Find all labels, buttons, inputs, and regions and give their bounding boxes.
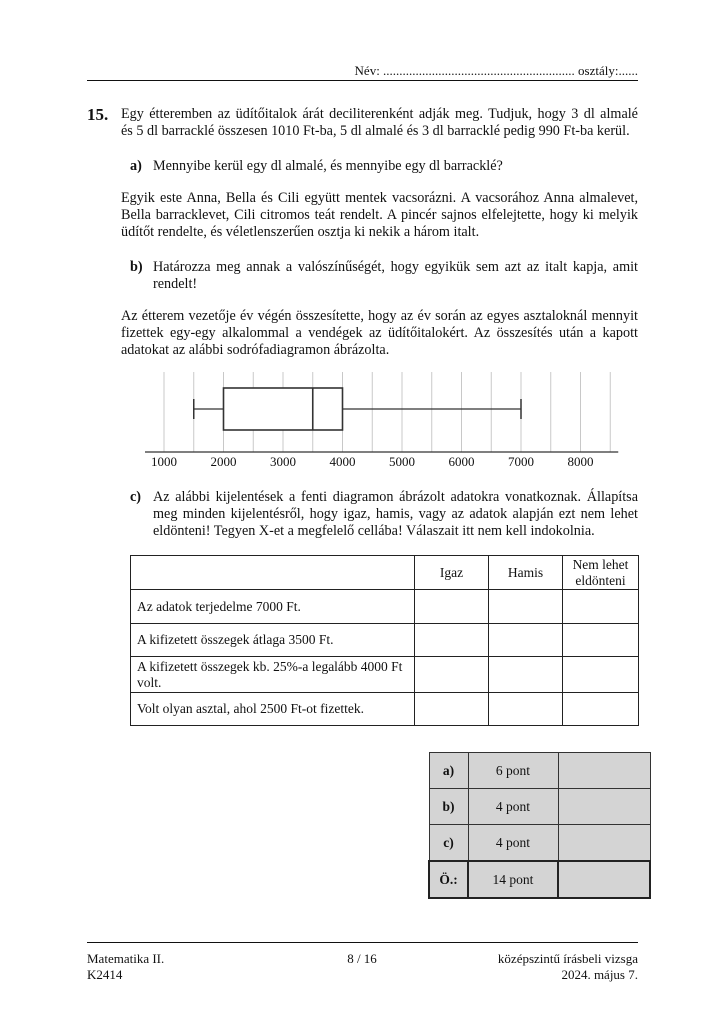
name-class-line: Név: ........................................................... osztály:...... <box>354 63 638 78</box>
subquestion-b-label: b) <box>130 259 143 275</box>
table-row <box>131 657 639 693</box>
score-part: b) <box>429 789 468 825</box>
subquestion-b-line: rendelt! <box>153 276 198 292</box>
score-entry-cell[interactable] <box>558 789 650 825</box>
answer-cell-true[interactable] <box>415 590 489 624</box>
answer-cell-true[interactable] <box>415 657 489 693</box>
score-total-points: 14 pont <box>468 861 558 898</box>
statement-text: A kifizetett összegek átlaga 3500 Ft. <box>131 624 415 657</box>
x-tick-label: 8000 <box>567 454 594 469</box>
score-total-row <box>429 861 650 898</box>
subquestion-c-label: c) <box>130 489 142 505</box>
footer-rule <box>87 942 638 943</box>
footer-left <box>87 951 164 983</box>
subquestion-c-text <box>153 489 638 540</box>
answer-cell-undecidable[interactable] <box>563 693 639 726</box>
x-tick-label: 2000 <box>210 454 237 469</box>
score-points: 4 pont <box>468 825 558 862</box>
summary-line: fizettek egy-egy alkalommal a vendégek az üdítőitalokért. Az összesítés után a kapott <box>121 325 638 341</box>
footer-exam-date: 2024. május 7. <box>561 967 638 982</box>
answer-cell-undecidable[interactable] <box>563 590 639 624</box>
statement-text: A kifizetett összegek kb. 25%-a legalább 4000 Ft volt. <box>131 657 415 693</box>
table-row <box>131 590 639 624</box>
x-tick-label: 5000 <box>389 454 415 469</box>
subquestion-c-line: meg minden kijelentésről, hogy igaz, hamis, vagy az adatok alapján ezt nem lehet <box>153 506 638 522</box>
table-row <box>131 693 639 726</box>
summary-line: Az étterem vezetője év végén összesítette, hogy az év során az egyes asztaloknál mennyit <box>121 308 638 324</box>
header-undecidable: Nem lehet eldönteni <box>563 556 639 590</box>
answer-cell-false[interactable] <box>489 657 563 693</box>
statements-table <box>130 555 639 726</box>
x-tick-label: 6000 <box>448 454 475 469</box>
score-part: c) <box>429 825 468 862</box>
score-part: a) <box>429 753 468 789</box>
page-number: 8 / 16 <box>347 951 377 966</box>
score-entry-cell[interactable] <box>558 825 650 862</box>
table-header-row <box>131 556 639 590</box>
answer-cell-false[interactable] <box>489 624 563 657</box>
score-points: 6 pont <box>468 753 558 789</box>
footer-exam-type: középszintű írásbeli vizsga <box>497 951 638 966</box>
header-true: Igaz <box>415 556 489 590</box>
header-false: Hamis <box>489 556 563 590</box>
summary-line: adatokat az alábbi sodrófadiagramon ábrázolta. <box>121 342 390 358</box>
answer-cell-undecidable[interactable] <box>563 624 639 657</box>
score-row <box>429 789 650 825</box>
footer-code: K2414 <box>87 967 123 982</box>
subquestion-a-text: Mennyibe kerül egy dl almalé, és mennyibe egy dl barracklé? <box>153 158 503 174</box>
story-line: Bella barracklevet, Cili citromos teát rendelt. A pincér sajnos elfelejtette, hogy ki melyik <box>121 207 638 223</box>
x-tick-label: 1000 <box>151 454 177 469</box>
footer-subject: Matematika II. <box>87 951 165 966</box>
answer-cell-false[interactable] <box>489 590 563 624</box>
table-header-blank <box>131 556 415 590</box>
score-table <box>428 752 651 899</box>
x-tick-label: 4000 <box>329 454 356 469</box>
answer-cell-false[interactable] <box>489 693 563 726</box>
story-line: Egyik este Anna, Bella és Cili együtt mentek vacsorázni. A vacsorához Anna almalevet, <box>121 190 638 206</box>
answer-cell-true[interactable] <box>415 693 489 726</box>
footer-right <box>398 951 638 983</box>
x-tick-label: 3000 <box>270 454 296 469</box>
intro-line: és 5 dl barracklé összesen 1010 Ft-ba, 5 dl almalé és 3 dl barracklé pedig 990 Ft-ba kerül. <box>121 123 630 139</box>
answer-cell-true[interactable] <box>415 624 489 657</box>
score-points: 4 pont <box>468 789 558 825</box>
score-total-label: Ö.: <box>429 861 468 898</box>
table-row <box>131 624 639 657</box>
score-total-entry-cell[interactable] <box>558 861 650 898</box>
subquestion-c <box>121 489 638 540</box>
statement-text: Volt olyan asztal, ahol 2500 Ft-ot fizettek. <box>131 693 415 726</box>
subquestion-c-line: eldönteni! Tegyen X-et a megfelelő cellába! Válaszait itt nem kell indokolnia. <box>153 523 595 539</box>
score-row <box>429 825 650 862</box>
subquestion-c-line: Az alábbi kijelentések a fenti diagramon ábrázolt adatokra vonatkoznak. Állapítsa <box>153 489 638 505</box>
x-tick-label: 7000 <box>508 454 534 469</box>
answer-cell-undecidable[interactable] <box>563 657 639 693</box>
score-row <box>429 753 650 789</box>
box-iqr <box>224 388 343 430</box>
statement-text: Az adatok terjedelme 7000 Ft. <box>131 590 415 624</box>
subquestion-a-label: a) <box>130 158 142 174</box>
story-line: üdítőt rendelte, és véletlenszerűen osztja ki nekik a három italt. <box>121 224 480 240</box>
subquestion-b-line: Határozza meg annak a valószínűségét, hogy egyikük sem azt az italt kapja, amit <box>153 259 638 275</box>
intro-line: Egy étteremben az üdítőitalok árát deciliterenként adják meg. Tudjuk, hogy 3 dl almalé <box>121 106 638 122</box>
score-entry-cell[interactable] <box>558 753 650 789</box>
boxplot-chart <box>0 0 724 480</box>
question-number: 15. <box>87 105 109 124</box>
